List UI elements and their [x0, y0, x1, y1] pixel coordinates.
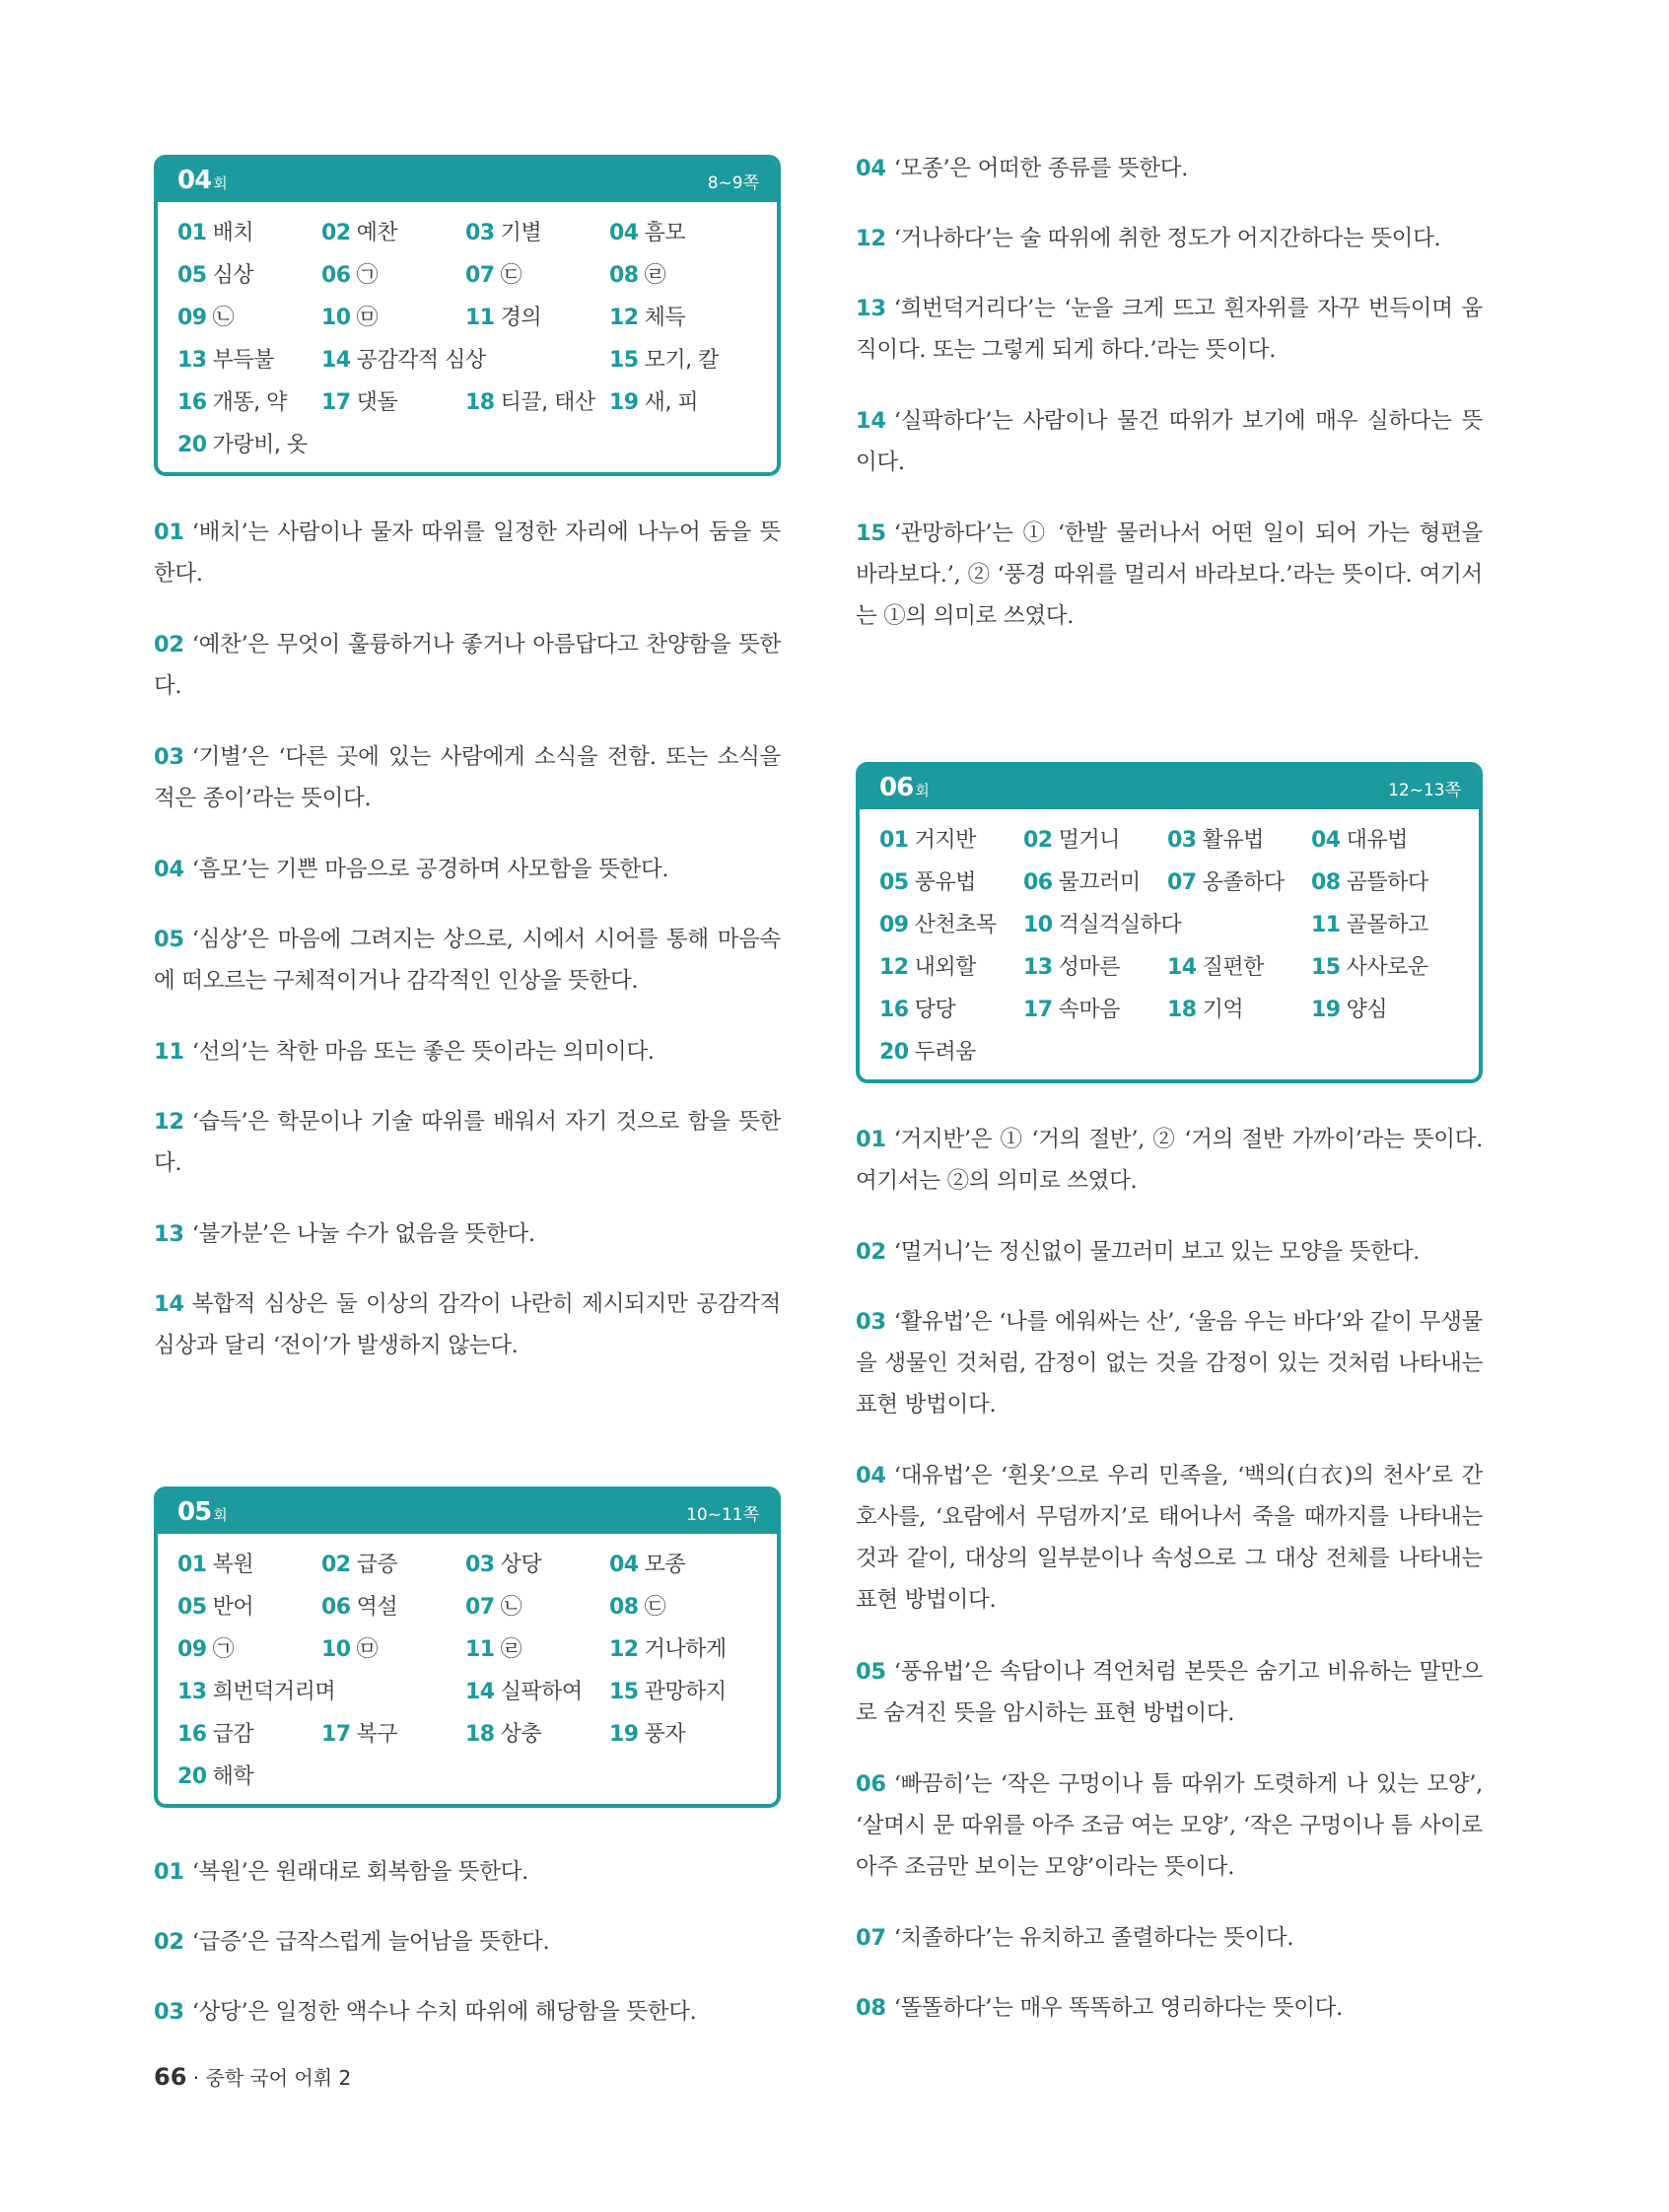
answer-item: 17 댓돌: [321, 390, 398, 415]
answer-grid: [158, 202, 777, 472]
session-number: 04: [177, 166, 212, 195]
answer-item: 12 내외할: [879, 955, 976, 980]
answer-item: 19 풍자: [609, 1722, 686, 1747]
session-suffix: 회: [213, 1506, 228, 1524]
page-footer: [154, 2062, 351, 2091]
answer-item: 16 급감: [177, 1722, 254, 1747]
answer-item: 09 ㉠: [177, 1637, 235, 1662]
answer-box-header: [860, 766, 1479, 809]
answer-item: 10 ㉤: [321, 306, 379, 330]
answer-item: 11 ㉣: [465, 1637, 522, 1662]
answer-item: 03 상당: [465, 1553, 542, 1577]
answer-item: 08 ㉢: [609, 1595, 666, 1620]
explanation: 01 ‘배치’는 사람이나 물자 따위를 일정한 자리에 나누어 둠을 뜻한다.: [154, 519, 781, 587]
explanation: 02 ‘멀거니’는 정신없이 물끄러미 보고 있는 모양을 뜻한다.: [856, 1239, 1420, 1265]
answer-item: 20 가랑비, 옷: [177, 433, 308, 457]
answer-item: 14 공감각적 심상: [321, 348, 486, 373]
answer-box-header: [158, 1490, 777, 1534]
footer-separator: ·: [192, 2066, 200, 2090]
explanation: 11 ‘선의’는 착한 마음 또는 좋은 뜻이라는 의미이다.: [154, 1039, 655, 1065]
answer-item: 01 배치: [177, 221, 254, 245]
explanation: 02 ‘급증’은 급작스럽게 늘어남을 뜻한다.: [154, 1929, 550, 1955]
session-suffix: 회: [915, 782, 930, 799]
explanation: 05 ‘심상’은 마음에 그려지는 상으로, 시에서 시어를 통해 마음속에 떠오르는 구체적이거나 감각적인 인상을 뜻한다.: [154, 927, 781, 994]
explanation: 04 ‘대유법’은 ‘흰옷’으로 우리 민족을, ‘백의(白衣)의 천사’로 간호사를, ‘요람에서 무덤까지’로 태어나서 죽을 때까지를 나타내는 것과 같이, 대상의 일부분이나 속성으로 그 대상 전체를 나타내는 표현 방법이다.: [856, 1463, 1483, 1613]
book-title: 중학 국어 어휘 2: [205, 2066, 352, 2090]
answer-item: 12 거나하게: [609, 1637, 727, 1662]
answer-item: 08 곰뜰하다: [1311, 870, 1428, 895]
explanation: 08 ‘똘똘하다’는 매우 똑똑하고 영리하다는 뜻이다.: [856, 1995, 1343, 2021]
answer-item: 14 실팍하여: [465, 1680, 583, 1704]
answer-item: 05 반어: [177, 1595, 254, 1620]
answer-item: 02 급증: [321, 1553, 398, 1577]
answer-item: 06 ㉠: [321, 263, 379, 288]
explanation: 12 ‘습득’은 학문이나 기술 따위를 배워서 자기 것으로 함을 뜻한다.: [154, 1109, 781, 1176]
answer-item: 01 거지반: [879, 828, 976, 853]
explanation: 07 ‘치졸하다’는 유치하고 졸렬하다는 뜻이다.: [856, 1925, 1294, 1951]
answer-box-05: [154, 1486, 781, 1808]
answer-item: 15 모기, 칼: [609, 348, 719, 373]
answer-item: 10 ㉤: [321, 1637, 379, 1662]
answer-item: 16 개똥, 약: [177, 390, 287, 415]
explanation: 02 ‘예찬’은 무엇이 훌륭하거나 좋거나 아름답다고 찬양함을 뜻한다.: [154, 632, 781, 699]
answer-item: 16 당당: [879, 998, 956, 1022]
answer-item: 07 옹졸하다: [1167, 870, 1285, 895]
answer-item: 19 양심: [1311, 998, 1388, 1022]
explanation: 05 ‘풍유법’은 속담이나 격언처럼 본뜻은 숨기고 비유하는 말만으로 숨겨진 뜻을 암시하는 표현 방법이다.: [856, 1659, 1483, 1726]
explanation: 06 ‘빠끔히’는 ‘작은 구멍이나 틈 따위가 도렷하게 나 있는 모양’, ‘살며시 문 따위를 아주 조금 여는 모양’, ‘작은 구멍이나 틈 사이로 아주 조금만 보이는 모양’이라는 뜻이다.: [856, 1771, 1483, 1880]
answer-item: 05 심상: [177, 263, 254, 288]
answer-item: 09 산천초목: [879, 913, 997, 937]
answer-item: 15 관망하지: [609, 1680, 727, 1704]
explanation: 04 ‘모종’은 어떠한 종류를 뜻한다.: [856, 156, 1189, 181]
session-number: 06: [879, 773, 914, 802]
explanation: 01 ‘복원’은 원래대로 회복함을 뜻한다.: [154, 1859, 528, 1885]
explanation: 03 ‘활유법’은 ‘나를 에워싸는 산’, ‘울음 우는 바다’와 같이 무생물을 생물인 것처럼, 감정이 없는 것을 감정이 있는 것처럼 나타내는 표현 방법이다.: [856, 1309, 1483, 1417]
answer-item: 17 속마음: [1023, 998, 1120, 1022]
answer-item: 04 흠모: [609, 221, 686, 245]
explanation: 13 ‘희번덕거리다’는 ‘눈을 크게 뜨고 흰자위를 자꾸 번득이며 움직이다. 또는 그렇게 되게 하다.’라는 뜻이다.: [856, 296, 1483, 363]
answer-item: 04 대유법: [1311, 828, 1408, 853]
answer-item: 15 사사로운: [1311, 955, 1428, 980]
answer-item: 09 ㉡: [177, 306, 235, 330]
explanation: 13 ‘불가분’은 나눌 수가 없음을 뜻한다.: [154, 1221, 535, 1247]
session-suffix: 회: [213, 174, 228, 192]
answer-item: 05 풍유법: [879, 870, 976, 895]
answer-item: 01 복원: [177, 1553, 254, 1577]
explanation: 12 ‘거나하다’는 술 따위에 취한 정도가 어지간하다는 뜻이다.: [856, 226, 1441, 251]
answer-item: 13 희번덕거리며: [177, 1680, 336, 1704]
answer-item: 13 부득불: [177, 348, 274, 373]
session-number: 05: [177, 1497, 212, 1527]
answer-item: 13 성마른: [1023, 955, 1120, 980]
answer-item: 14 질편한: [1167, 955, 1264, 980]
explanation: 15 ‘관망하다’는 ① ‘한발 물러나서 어떤 일이 되어 가는 형편을 바라보다.’, ② ‘풍경 따위를 멀리서 바라보다.’라는 뜻이다. 여기서는 ①의 의미로 쓰였다.: [856, 520, 1483, 629]
explanation: 01 ‘거지반’은 ① ‘거의 절반’, ② ‘거의 절반 가까이’라는 뜻이다. 여기서는 ②의 의미로 쓰였다.: [856, 1127, 1483, 1194]
answer-grid: [158, 1534, 777, 1804]
page-number: 66: [154, 2063, 187, 2091]
answer-item: 06 물끄러미: [1023, 870, 1141, 895]
answer-item: 11 골몰하고: [1311, 913, 1428, 937]
page-range: 8~9쪽: [707, 173, 759, 193]
answer-item: 07 ㉢: [465, 263, 522, 288]
answer-item: 03 기별: [465, 221, 542, 245]
answer-item: 20 두려움: [879, 1040, 976, 1065]
answer-item: 07 ㉡: [465, 1595, 522, 1620]
explanation: 14 복합적 심상은 둘 이상의 감각이 나란히 제시되지만 공감각적 심상과 달리 ‘전이’가 발생하지 않는다.: [154, 1291, 781, 1358]
answer-item: 02 멀거니: [1023, 828, 1120, 853]
answer-box-06: [856, 762, 1483, 1083]
explanation: 03 ‘상당’은 일정한 액수나 수치 따위에 해당함을 뜻한다.: [154, 1999, 697, 2025]
page-range: 10~11쪽: [686, 1504, 759, 1525]
answer-item: 10 걱실걱실하다: [1023, 913, 1182, 937]
answer-box-header: [158, 159, 777, 202]
answer-item: 17 복구: [321, 1722, 398, 1747]
answer-item: 18 티끌, 태산: [465, 390, 595, 415]
answer-item: 08 ㉣: [609, 263, 666, 288]
answer-item: 02 예찬: [321, 221, 398, 245]
explanation: 14 ‘실팍하다’는 사람이나 물건 따위가 보기에 매우 실하다는 뜻이다.: [856, 408, 1483, 475]
answer-item: 18 기억: [1167, 998, 1244, 1022]
answer-item: 12 체득: [609, 306, 686, 330]
answer-item: 19 새, 피: [609, 390, 699, 415]
answer-box-04: [154, 155, 781, 476]
answer-item: 20 해학: [177, 1764, 254, 1789]
answer-item: 11 경의: [465, 306, 542, 330]
answer-item: 03 활유법: [1167, 828, 1264, 853]
explanation: 03 ‘기별’은 ‘다른 곳에 있는 사람에게 소식을 전함. 또는 소식을 적은 종이’라는 뜻이다.: [154, 744, 781, 811]
answer-item: 18 상충: [465, 1722, 542, 1747]
answer-item: 06 역설: [321, 1595, 398, 1620]
answer-item: 04 모종: [609, 1553, 686, 1577]
explanation: 04 ‘흠모’는 기쁜 마음으로 공경하며 사모함을 뜻한다.: [154, 857, 669, 882]
page-range: 12~13쪽: [1388, 780, 1461, 800]
answer-grid: [860, 809, 1479, 1079]
